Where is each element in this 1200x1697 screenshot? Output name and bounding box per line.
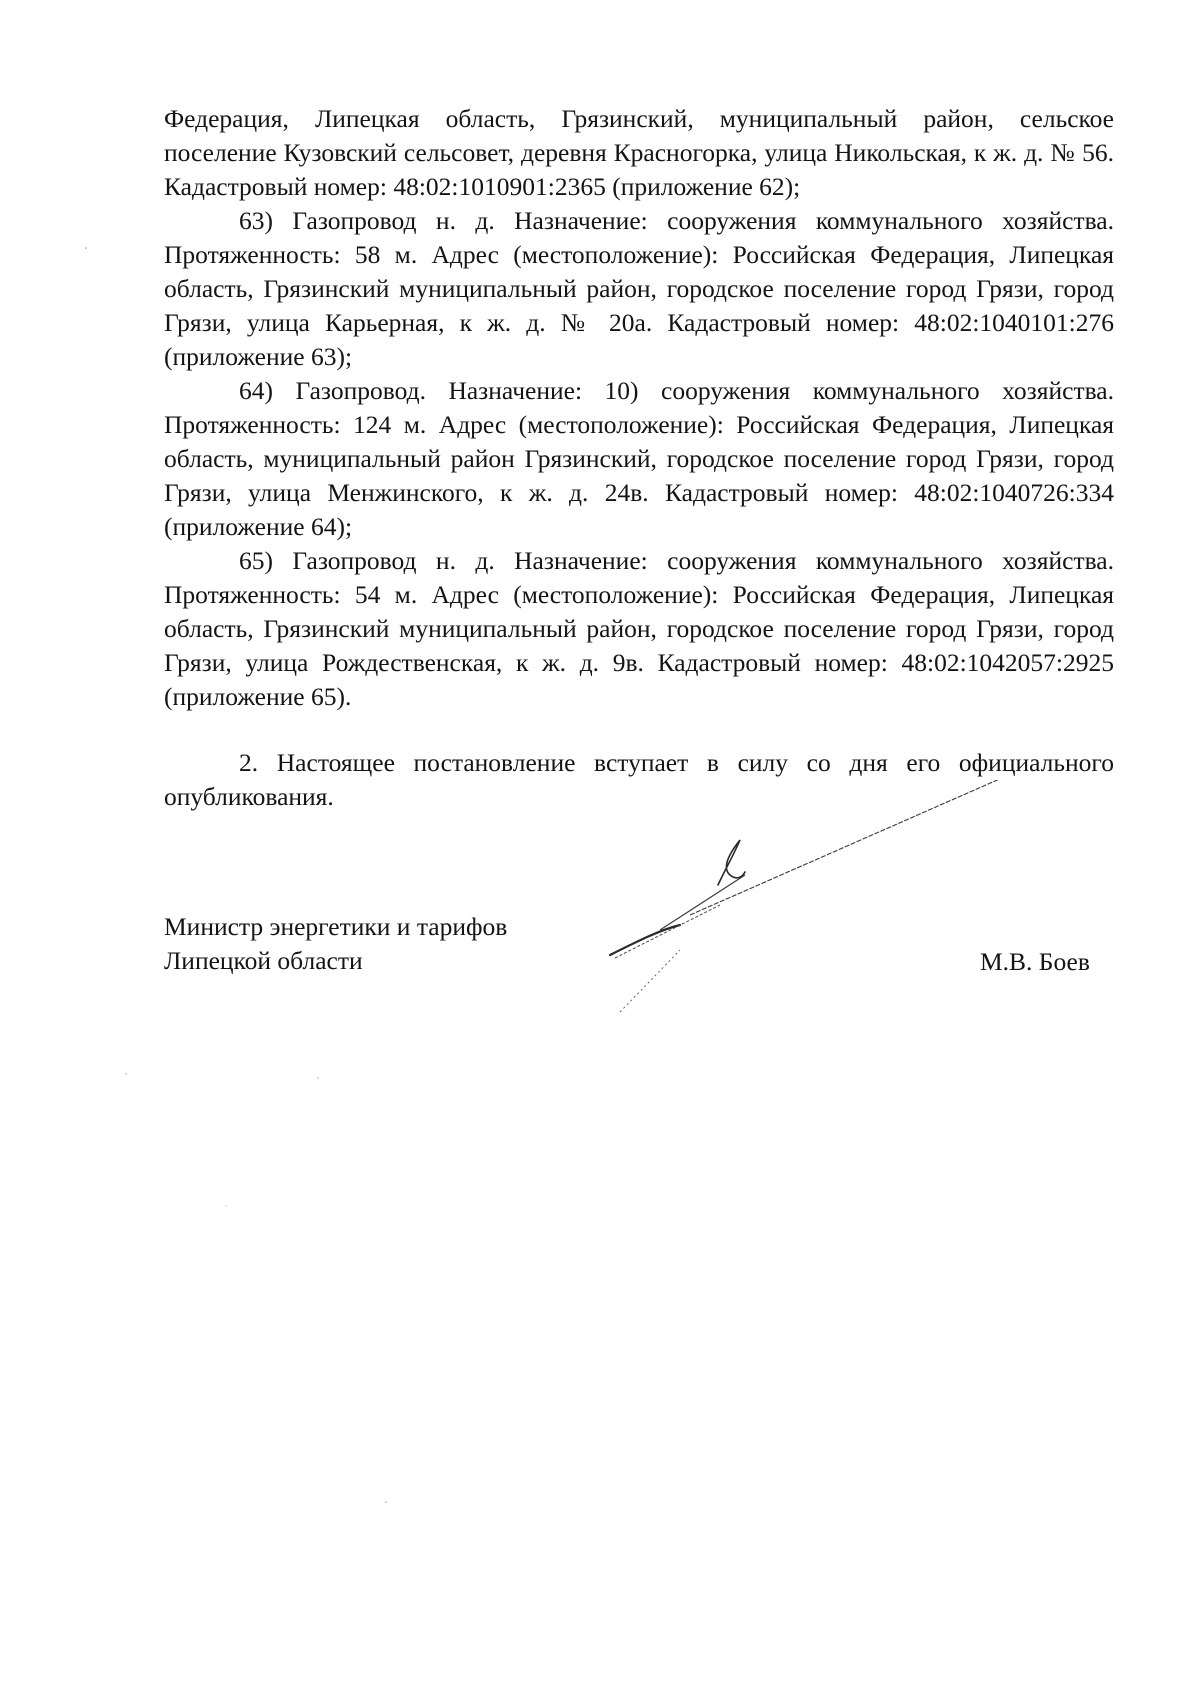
signature-block-title (164, 910, 507, 978)
clause-2: 2. Настоящее постановление вступает в силу со дня его официального опубликования. (164, 748, 1114, 811)
paragraph-continuation: Федерация, Липецкая область, Грязинский, муниципальный район, сельское поселение Кузовский сельсовет, деревня Красногорка, улица Никольская, к ж. д. № 56. Кадастровый номер: 48:02:1010901:2365 (приложение 62); (164, 104, 1114, 201)
list-item-65: 65) Газопровод н. д. Назначение: сооружения коммунального хозяйства. Протяженность: 54 м. Адрес (местоположение): Российская Федерация, Липецкая область, Грязинский муниципальный район, городское поселение город Грязи, город Грязи, улица Рождественская, к ж. д. 9в. Кадастровый номер: 48:02:1042057:2925 (приложение 65). (164, 546, 1114, 711)
handwritten-signature (600, 780, 1040, 1020)
list-item-64: 64) Газопровод. Назначение: 10) сооружения коммунального хозяйства. Протяженность: 124 м. Адрес (местоположение): Российская Федерация, Липецкая область, муниципальный район Грязинский, городское поселение город Грязи, город Грязи, улица Менжинского, к ж. д. 24в. Кадастровый номер: 48:02:1040726:334 (приложение 64); (164, 376, 1114, 541)
signer-name: М.В. Боев (980, 947, 1090, 976)
signer-title-line-2: Липецкой области (164, 946, 363, 975)
list-item-63: 63) Газопровод н. д. Назначение: сооружения коммунального хозяйства. Протяженность: 58 м. Адрес (местоположение): Российская Федерация, Липецкая область, Грязинский муниципальный район, городское поселение город Грязи, город Грязи, улица Карьерная, к ж. д. № 20а. Кадастровый номер: 48:02:1040101:276 (приложение 63); (164, 206, 1114, 371)
signer-title-line-1: Министр энергетики и тарифов (164, 912, 508, 941)
document-body (164, 102, 1114, 814)
